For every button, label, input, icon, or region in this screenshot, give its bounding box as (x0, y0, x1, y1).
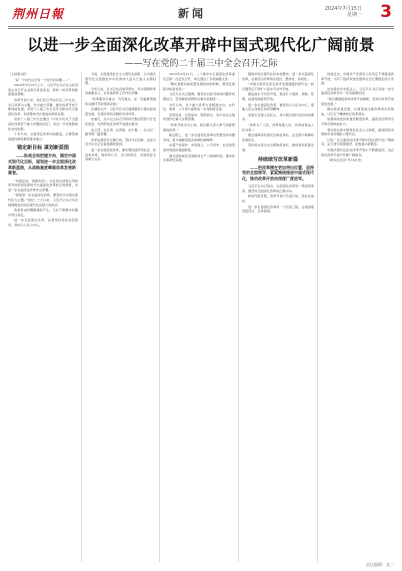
paragraph: 完善产权保护、市场准入、公平竞争、社会信用等市场经济基础制度。 (163, 143, 235, 152)
paragraph: 健全因地制宜发展新质生产力体制机制，推动技术革命性突破。 (163, 153, 235, 163)
column-2 (85, 72, 156, 562)
newspaper-logo: 荆州日報 (12, 7, 65, 21)
paragraph: “中国式现代化是走和平发展道路的现代化。”我们要坚定不移扩大高水平对外开放。 (242, 82, 314, 91)
weekday: 星期一 (346, 12, 362, 18)
column-1 (8, 72, 78, 562)
col1b-paragraphs (8, 179, 78, 228)
masthead-divider (8, 26, 394, 27)
paragraph: 以进一步全面深化改革开辟中国式现代化广阔前景，奋力谱写强国建设、民族复兴新篇章。 (321, 137, 394, 147)
column-divider (81, 72, 82, 562)
paragraph: 推动高质量发展，必须更加注重改革的系统集成，以钉钉子精神抓好改革落实。 (321, 107, 394, 116)
paragraph: 回首过去，中国共产党领导人民坚定不移推进改革开放，书写了经济快速发展和社会长期稳定两大奇迹。 (321, 72, 394, 86)
paragraph: 习近平总书记指出，全面深化改革是一场深刻革命，要坚持全面深化改革的正确方向。 (242, 184, 314, 193)
col5-paragraphs (321, 72, 394, 163)
column-divider (238, 72, 239, 562)
paragraph: 健全保障和改善民生制度体系，在发展中保障和改善民生。 (242, 133, 314, 142)
paragraph: 新征程上，进一步全面深化改革仍然要坚持问题导向，着力破解深层次体制机制障碍。 (163, 133, 235, 142)
paragraph: 进一步全面深化改革，要坚持以人民为中心，尊重人民主体地位和首创精神。 (242, 102, 314, 112)
paragraph: 党的十八届三中全会通过《中共中央关于全面深化改革若干重大问题的决定》，是这一历史进程的标志性成果。 (8, 117, 78, 131)
col3-paragraphs (163, 72, 235, 163)
section-lead: ——纵观全局把握方向，锚定中国式现代化目标，谋划进一步全面深化改革新蓝图，从战略高度擘画改革发展新画卷。 (8, 153, 76, 176)
paragraph: “改革开放永无止境，我们要以更大勇气和智慧推进改革。” (163, 122, 235, 132)
paragraph: 坚持和完善生态文明制度体系，推动绿色低碳发展。 (242, 143, 314, 152)
paragraph: 在江西、在甘肃、在青海、在宁夏……总书记一路考察一路部署。 (85, 127, 156, 137)
paragraph: “改革为了人民，改革依靠人民，改革成果由人民共享。” (242, 122, 314, 132)
paragraph: 今年以来，总书记在各地考察中，多次强调改革的重要意义，对各地改革工作作出部署。 (85, 86, 156, 96)
paragraph: “改革要突出重点、攻克难点，在一些重要领域和关键环节取得新突破。” (85, 96, 156, 106)
section-subheading-2: 持续续写改革新篇 (257, 156, 298, 163)
paragraph: 十多年来，全面深化改革持续推进，主要领域基础性制度框架基本建立。 (8, 132, 78, 141)
column-5 (321, 72, 394, 562)
col4b-paragraphs (242, 184, 314, 214)
paragraph: 站在新的历史起点上，习近平总书记对进一步全面深化改革作出一系列重要论述。 (321, 86, 394, 96)
subheadline: ——写在党的二十届三中全会召开之际 (124, 59, 278, 69)
paragraph: 围绕中国式现代化的本质要求，进一步全面深化改革，必须突出改革的系统性、整体性、协同性。 (242, 72, 314, 81)
column-4 (242, 72, 314, 562)
paragraph: “每一个时代总会有一个时代的问题……” (14, 77, 70, 82)
column-3 (163, 72, 235, 562)
paragraph: 改革必须坚持正确方向，坚持守正创新，这是习近平总书记反复强调的原则。 (85, 137, 156, 147)
paragraph: “谋划进一步全面深化改革，要坚持以中国式现代化为主题。”党的二十大以来，习近平总书记多次强调推进中国式现代化是最大的政治。 (8, 193, 78, 207)
paragraph: 当前，全面建设社会主义现代化国家、以中国式现代化全面推进中华民族伟大复兴已进入关键时期。 (85, 72, 156, 86)
col2-paragraphs (85, 72, 156, 162)
date: 2024年7月15日 (324, 6, 362, 12)
paragraph: 2024年5月23日上午，习近平总书记在山东济南主持召开企业和专家座谈会，新的一轮改革的脉络更加清晰。 (8, 83, 78, 97)
article-body (8, 72, 394, 562)
paragraph: 进一步全面深化改革，必须坚持党的全面领导，坚持以人民为中心。 (8, 218, 78, 228)
paragraph: 在湖南长沙，习近平总书记强调要着力推动高质量发展，发挥改革的突破和先导作用。 (85, 107, 156, 116)
column-divider (159, 72, 160, 562)
paragraph: 在重庆，总书记主持召开新时代推动西部大开发座谈会，对西部地区改革开放提出要求。 (85, 117, 156, 126)
paragraph: 今年以来，多个重大改革方案相继出台，在科技、教育、人才等方面形成一系列制度安排。 (163, 102, 235, 112)
paragraph: 发展全过程人民民主，是中国式现代化的本质要求。 (242, 112, 314, 122)
paragraph: 因势而谋、应势而动、顺势而为，党中央在关键时刻作出重大决策部署。 (163, 112, 235, 122)
paragraph: “举旗定向，谋篇布局”。全会将总结和运用改革开放特别是新时代全面深化改革的宝贵经验，对进一步全面深化改革作出部署。 (8, 178, 78, 192)
paragraph: 进一步全面深化改革是一个系统工程，必须加强顶层设计、总体谋划。 (242, 204, 314, 214)
section-subheading: 锚定新目标 谋划新蓝图 (17, 145, 69, 152)
masthead-divider-thin (8, 28, 394, 29)
page-number: 3 (380, 2, 392, 22)
paragraph: 改革开放以来，我们党召开的历次三中全会，多以改革为主题，作出重大部署，推动改革开放不断向前发展。党的十八届三中全会开启新时代全面深化改革、系统整体设计推进改革新征程。 (8, 97, 78, 116)
column-divider (317, 72, 318, 562)
paragraph: 新时代新征程，改革开放只有进行时，没有完成时。 (242, 194, 314, 204)
page-footer: 责任编辑：张三 (366, 562, 394, 567)
paragraph: “要完善推动高质量发展的体制机制，塑造发展新动能新优势。” (163, 82, 235, 91)
paragraph: 习近平总书记强调，要坚持目标导向和问题导向相结合，坚持解放思想和实事求是相统一。 (163, 92, 235, 101)
paragraph: 2023年4月21日，二十届中央全面深化改革委员会第一次会议召开，审议通过了多项重要文件。 (163, 72, 235, 81)
dateline (325, 6, 362, 18)
col4-paragraphs (242, 72, 314, 153)
col1-paragraphs (8, 78, 78, 142)
paragraph: （新华社北京7月14日电） (327, 158, 364, 163)
byline: （上接第1版） (8, 72, 29, 76)
paragraph: 加强和改进党的建设制度改革，提高党的领导水平和长期执政能力。 (321, 117, 394, 126)
masthead (0, 0, 402, 26)
paragraph: 进一步全面深化改革，要处理好经济和社会、政府和市场、效率和公平、活力和秩序、发展和安全等重大关系。 (85, 147, 156, 162)
paragraph: 中国式现代化是在改革开放中不断推进的，也必将在改革开放中开辟广阔前景。 (321, 147, 394, 157)
section-name: 新闻 (178, 7, 206, 20)
section-lead-2: ——把改革摆在更加突出位置，坚持党的全面领导，紧紧围绕推进中国式现代化，推动改革开放向深度广度进军。 (242, 164, 314, 181)
paragraph: 坚持和完善中国特色社会主义制度，推进国家治理体系和治理能力现代化。 (321, 127, 394, 137)
paragraph: 推进高水平对外开放，稳步扩大规则、规制、管理、标准等制度型开放。 (242, 92, 314, 101)
paragraph: “我们要继续高举改革开放旗帜，坚持以改革开放促进发展。” (321, 96, 394, 106)
headline: 以进一步全面深化改革开辟中国式现代化广阔前景 (27, 36, 375, 54)
paragraph: 改革是由问题倒逼而产生，又在不断解决问题中得以深化。 (8, 208, 78, 217)
